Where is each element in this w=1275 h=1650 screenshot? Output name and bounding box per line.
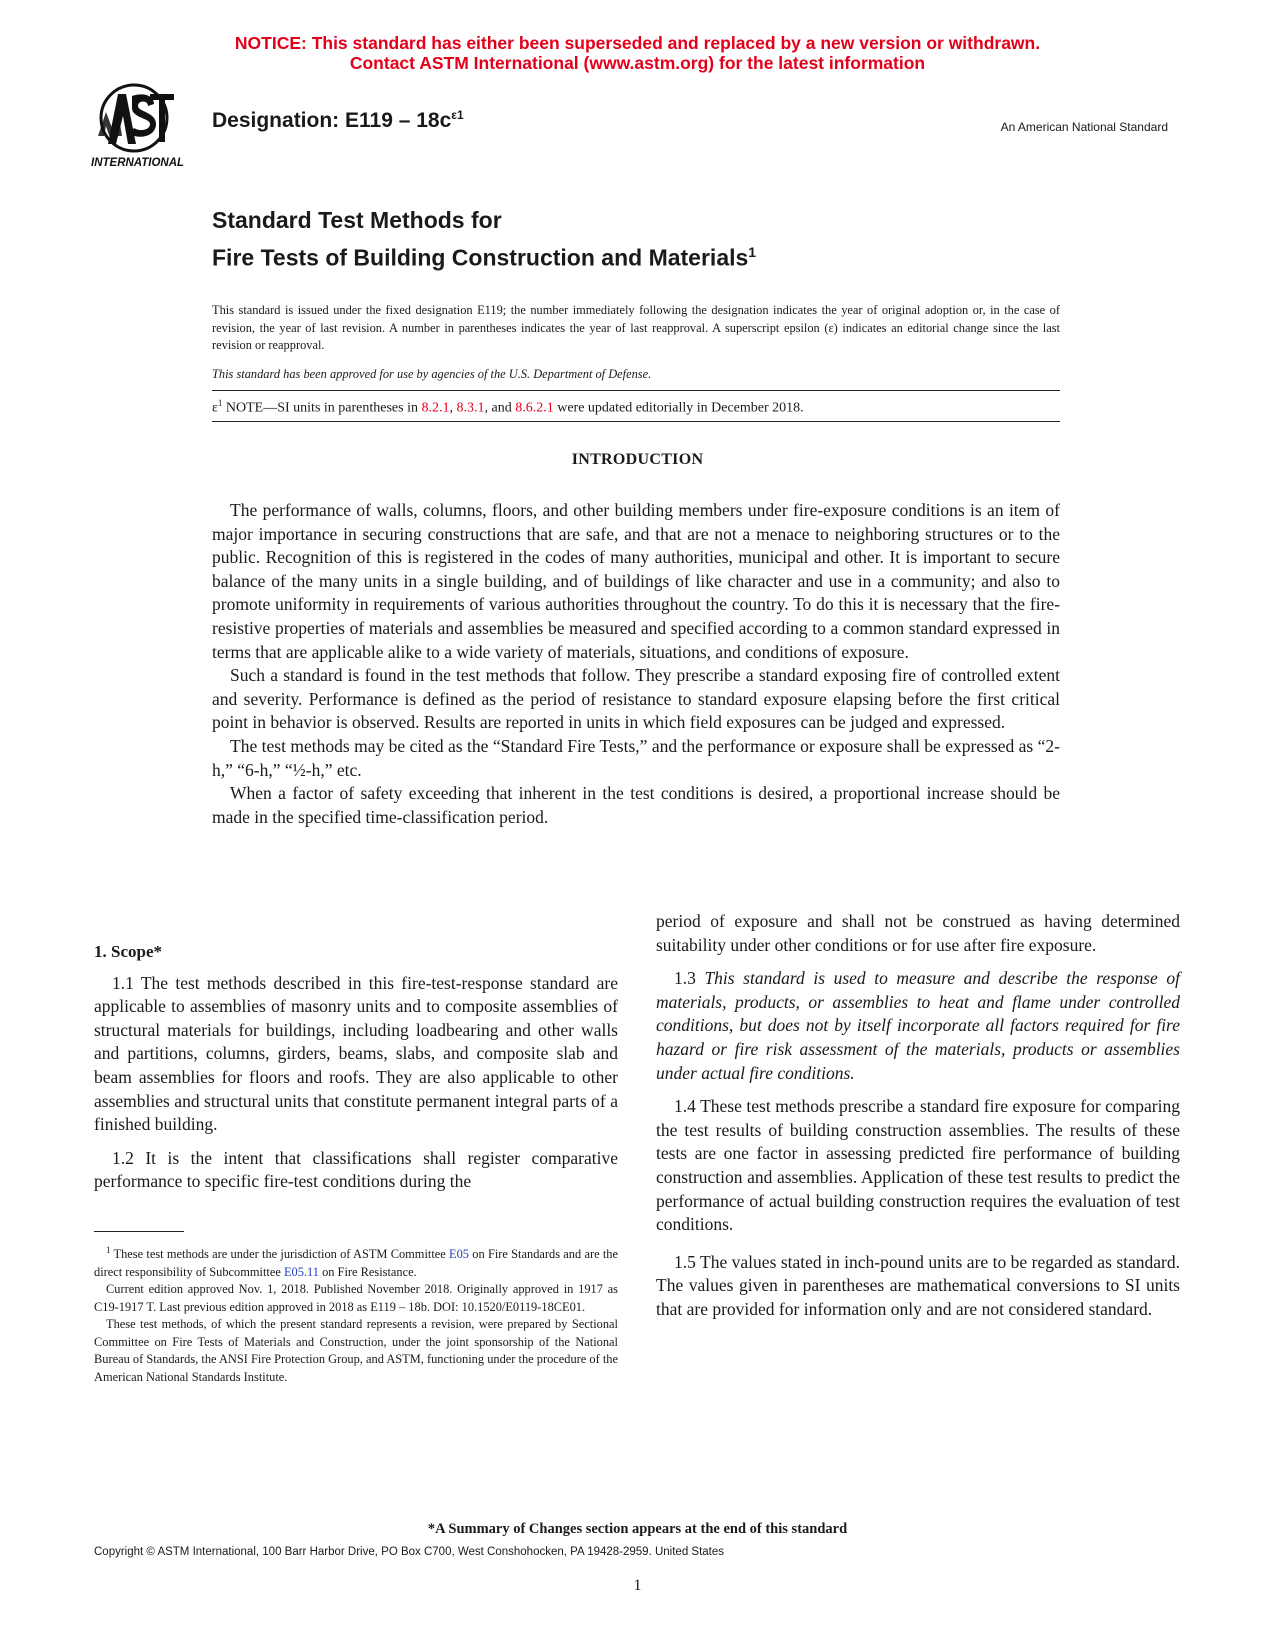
note-separator: , <box>449 400 457 416</box>
intro-paragraph: The performance of walls, columns, floors, and other building members under fire-exposure conditions is an item of major importance in securing constructions that are safe, and that are not a menace to neighboring structures or to the public. Recognition of this is registered in the codes of many authorities, municipal and other. It is important to secure balance of the many units in a single building, and of buildings of like character and use in a community; and also to promote uniformity in requirements of various authorities throughout the country. To do this it is necessary that the fire-resistive properties of materials and assemblies be measured and specified according to a common standard expressed in terms that are applicable alike to a wide variety of materials, situations, and conditions of exposure. <box>212 500 1060 662</box>
section-1-2-continued: period of exposure and shall not be construed as having determined suitability under other conditions or for use after fire exposure. <box>656 911 1180 955</box>
dod-approval-statement: This standard has been approved for use by agencies of the U.S. Department of Defense. <box>212 367 652 381</box>
intro-paragraph: Such a standard is found in the test methods that follow. They prescribe a standard exposing fire of controlled extent and severity. Performance is defined as the period of resistance to standard exposure elapsing before the first critical point in behavior is observed. Results are reported in units in which field exposures can be judged and expressed. <box>212 665 1060 733</box>
intro-paragraph: The test methods may be cited as the “Standard Fire Tests,” and the performance or exposure shall be expressed as “2-h,” “6-h,” “½-h,” etc. <box>212 735 1060 780</box>
footnote-edition: Current edition approved Nov. 1, 2018. Published November 2018. Originally approved in 1917 as C19-1917 T. Last previous edition approved in 2018 as E119 – 18b. DOI: 10.1520/E0119-18CE01. <box>94 1282 618 1314</box>
section-1-5: 1.5 The values stated in inch-pound units are to be regarded as standard. The values given in parentheses are mathematical conversions to SI units that are provided for information only and are not considered standard. <box>656 1251 1180 1319</box>
notice-line-2: Contact ASTM International (www.astm.org) for the latest information <box>349 53 926 73</box>
scope-heading: 1. Scope* <box>94 942 162 961</box>
introduction-heading: INTRODUCTION <box>571 451 704 468</box>
section-1-3 <box>656 967 1180 1085</box>
footnote-1-text: on Fire Resistance. <box>318 1264 417 1279</box>
section-1-3-text: This standard is used to measure and describe the response of materials, products, or assemblies to heat and flame under controlled conditions, but does not by itself incorporate all factors required for fire hazard or fire risk assessment of the materials, products or assemblies under actual fire conditions. <box>656 968 1180 1083</box>
editorial-note <box>212 398 804 417</box>
notice-line-1: NOTICE: This standard has either been superseded and replaced by a new version or withdrawn. <box>234 33 1041 53</box>
designation-text: Designation: E119 – 18c <box>212 109 452 132</box>
editorial-note-text-2: were updated editorially in December 2018. <box>553 400 804 416</box>
footnote-history: These test methods, of which the present standard represents a revision, were prepared by Sectional Committee on Fire Tests of Materials and Construction, under the joint sponsorship of the National Bureau of Standards, the ANSI Fire Protection Group, and ASTM, functioning under the procedure of the American National Standards Institute. <box>94 1317 618 1384</box>
introduction-body <box>212 499 1060 829</box>
link-8-2-1[interactable]: 8.2.1 <box>421 400 450 416</box>
astm-logo-mark <box>88 82 198 174</box>
link-8-3-1[interactable]: 8.3.1 <box>456 400 485 416</box>
document-title <box>212 204 756 274</box>
epsilon-sup: 1 <box>217 398 223 408</box>
national-standard-label: An American National Standard <box>1000 120 1168 134</box>
footnote-1 <box>94 1242 618 1281</box>
divider <box>212 421 1060 422</box>
epsilon-symbol: ε <box>212 400 218 416</box>
title-footnote-ref: 1 <box>748 244 757 260</box>
section-1-2-start: 1.2 It is the intent that classifications shall register comparative performance to specific fire-test conditions during the <box>94 1147 618 1192</box>
section-1-3-number: 1.3 <box>674 968 705 989</box>
link-8-6-2-1[interactable]: 8.6.2.1 <box>515 400 554 416</box>
link-subcommittee-e05-11[interactable]: E05.11 <box>283 1264 319 1279</box>
section-1-4: 1.4 These test methods prescribe a standard fire exposure for comparing the test results of building construction assemblies. The results of these tests are one factor in assessing predicted fire performance of building construction and assemblies. Application of these test results to predict the performance of actual building construction requires the evaluation of test conditions. <box>656 1096 1180 1235</box>
designation-epsilon: ε1 <box>451 108 464 122</box>
page-number: 1 <box>633 1577 642 1594</box>
title-line-1: Standard Test Methods for <box>212 207 502 233</box>
logo-international-text: INTERNATIONAL <box>91 157 185 169</box>
summary-of-changes-note: *A Summary of Changes section appears at the end of this standard <box>427 1521 848 1537</box>
footnote-1-text: These test methods are under the jurisdiction of ASTM Committee <box>110 1247 450 1262</box>
section-1-1: 1.1 The test methods described in this fire-test-response standard are applicable to assemblies of masonry units and to composite assemblies of structural materials for buildings, including loadbearing and other walls and partitions, columns, girders, beams, slabs, and composite slab and beam assemblies for floors and roofs. They are also applicable to other assemblies and structural units that constitute permanent integral parts of a finished building. <box>94 972 618 1135</box>
copyright-line: Copyright © ASTM International, 100 Barr Harbor Drive, PO Box C700, West Conshohocken, PA 19428-2959. United States <box>94 1546 725 1558</box>
footnote-1-number: 1 <box>106 1245 111 1255</box>
link-committee-e05[interactable]: E05 <box>449 1247 470 1262</box>
issuance-statement: This standard is issued under the fixed designation E119; the number immediately following the designation indicates the year of original adoption or, in the case of revision, the year of last revision. A number in parentheses indicates the year of last reapproval. A superscript epsilon (ε) indicates an editorial change since the last revision or reapproval. <box>212 303 1060 352</box>
right-column <box>656 911 1180 1332</box>
divider <box>212 390 1060 391</box>
footnote-1-text: on Fire Standards and are the direct responsibility of Subcommittee <box>94 1247 618 1279</box>
editorial-note-text-1: NOTE—SI units in parentheses in <box>222 400 422 416</box>
astm-logo <box>88 82 198 174</box>
note-separator: , and <box>484 400 516 416</box>
left-column <box>94 940 618 1194</box>
intro-paragraph: When a factor of safety exceeding that inherent in the test conditions is desired, a proportional increase should be made in the specified time-classification period. <box>212 783 1060 827</box>
withdrawal-notice <box>0 33 1275 73</box>
title-line-2: Fire Tests of Building Construction and Materials <box>212 244 749 271</box>
footnotes <box>94 1242 618 1386</box>
designation <box>212 108 464 133</box>
footnote-divider <box>94 1231 184 1232</box>
